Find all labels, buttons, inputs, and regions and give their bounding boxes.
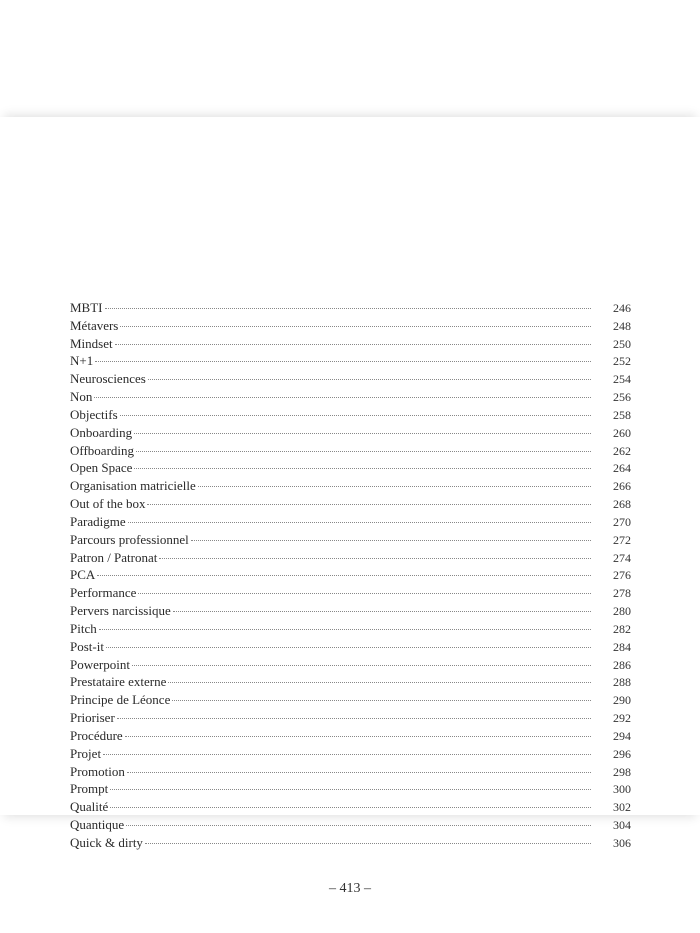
toc-entry xyxy=(70,602,631,620)
toc-entry-page: 250 xyxy=(613,336,631,351)
dot-leader xyxy=(134,433,591,434)
toc-entry-page: 300 xyxy=(613,782,631,797)
toc-entry-page: 254 xyxy=(613,372,631,387)
toc-entry xyxy=(70,406,631,424)
toc-entry-term: Projet xyxy=(70,745,102,761)
toc-entry-page: 248 xyxy=(613,318,631,333)
toc-entry-page: 258 xyxy=(613,407,631,422)
toc-entry xyxy=(70,727,631,745)
toc-entry-page: 260 xyxy=(613,425,631,440)
toc-entry xyxy=(70,763,631,781)
dot-leader xyxy=(173,611,591,612)
toc-entry-page: 278 xyxy=(613,586,631,601)
toc-entry-page: 274 xyxy=(613,550,631,565)
toc-entry xyxy=(70,834,631,852)
toc-entry xyxy=(70,780,631,798)
dot-leader xyxy=(125,736,591,737)
dot-leader xyxy=(168,682,591,683)
toc-entry-term: N+1 xyxy=(70,353,94,369)
book-page xyxy=(0,117,700,896)
toc-entry-page: 292 xyxy=(613,711,631,726)
toc-entry-term: Powerpoint xyxy=(70,656,130,672)
toc-entry xyxy=(70,584,631,602)
toc-entry-page: 264 xyxy=(613,461,631,476)
toc-entry-page: 304 xyxy=(613,818,631,833)
toc-entry-page: 288 xyxy=(613,675,631,690)
toc-entry-term: Promotion xyxy=(70,763,125,779)
dot-leader xyxy=(120,415,591,416)
toc-entry xyxy=(70,442,631,460)
toc-entry xyxy=(70,656,631,674)
dot-leader xyxy=(94,397,591,398)
toc-entry xyxy=(70,745,631,763)
toc-entry-page: 282 xyxy=(613,621,631,636)
toc-entry xyxy=(70,816,631,834)
dot-leader xyxy=(138,593,591,594)
toc-entry xyxy=(70,531,631,549)
toc-entry xyxy=(70,620,631,638)
toc-entry-page: 268 xyxy=(613,497,631,512)
toc-entry-term: Neurosciences xyxy=(70,371,146,387)
toc-entry xyxy=(70,317,631,335)
dot-leader xyxy=(147,504,591,505)
dot-leader xyxy=(105,308,592,309)
toc-entry-page: 298 xyxy=(613,764,631,779)
dot-leader xyxy=(117,718,591,719)
toc-entry-term: Post-it xyxy=(70,638,104,654)
dot-leader xyxy=(136,451,591,452)
toc-entry xyxy=(70,798,631,816)
toc-entry-page: 290 xyxy=(613,693,631,708)
dot-leader xyxy=(120,326,591,327)
toc-entry xyxy=(70,299,631,317)
toc-entry-term: Non xyxy=(70,389,93,405)
toc-entry-term: Prestataire externe xyxy=(70,674,167,690)
toc-entry-page: 256 xyxy=(613,390,631,405)
toc-entry-term: Objectifs xyxy=(70,406,118,422)
dot-leader xyxy=(103,754,591,755)
toc-entry xyxy=(70,673,631,691)
dot-leader xyxy=(148,379,591,380)
toc-entry-page: 284 xyxy=(613,639,631,654)
toc-entry-term: Patron / Patronat xyxy=(70,549,158,565)
toc-entry-term: Qualité xyxy=(70,799,109,815)
dot-leader xyxy=(127,772,591,773)
toc-entry-page: 302 xyxy=(613,800,631,815)
toc-entry-page: 294 xyxy=(613,728,631,743)
toc-entry-term: Procédure xyxy=(70,727,123,743)
toc-entry xyxy=(70,335,631,353)
toc-entry xyxy=(70,566,631,584)
dot-leader xyxy=(110,789,591,790)
dot-leader xyxy=(159,558,591,559)
toc-entry-page: 262 xyxy=(613,443,631,458)
toc-entry xyxy=(70,352,631,370)
toc-entry-page: 280 xyxy=(613,604,631,619)
toc-entry xyxy=(70,549,631,567)
table-of-contents xyxy=(70,299,631,852)
toc-entry-term: Quick & dirty xyxy=(70,834,143,850)
toc-entry-page: 272 xyxy=(613,532,631,547)
toc-entry xyxy=(70,370,631,388)
toc-entry xyxy=(70,691,631,709)
dot-leader xyxy=(126,825,591,826)
dot-leader xyxy=(115,344,591,345)
toc-entry xyxy=(70,477,631,495)
toc-entry-term: Offboarding xyxy=(70,442,135,458)
toc-entry-term: MBTI xyxy=(70,300,103,315)
dot-leader xyxy=(97,575,591,576)
toc-entry-term: Pervers narcissique xyxy=(70,603,171,619)
dot-leader xyxy=(99,629,591,630)
dot-leader xyxy=(95,361,591,362)
dot-leader xyxy=(106,647,591,648)
toc-entry-term: Pitch xyxy=(70,620,97,636)
toc-entry-term: Métavers xyxy=(70,317,119,333)
toc-entry-term: PCA xyxy=(70,567,96,583)
toc-entry-page: 296 xyxy=(613,746,631,761)
dot-leader xyxy=(191,540,591,541)
toc-entry-term: Out of the box xyxy=(70,496,146,512)
toc-entry-page: 252 xyxy=(613,354,631,369)
toc-entry-term: Mindset xyxy=(70,335,113,351)
page-number: – 413 – xyxy=(329,881,371,896)
toc-entry xyxy=(70,709,631,727)
toc-entry-term: Paradigme xyxy=(70,513,126,529)
toc-entry xyxy=(70,459,631,477)
toc-entry xyxy=(70,495,631,513)
toc-entry-page: 306 xyxy=(613,835,631,850)
toc-entry-term: Quantique xyxy=(70,817,125,833)
toc-entry-term: Prioriser xyxy=(70,710,115,726)
toc-entry-term: Open Space xyxy=(70,460,133,476)
toc-entry-term: Onboarding xyxy=(70,424,133,440)
toc-entry xyxy=(70,424,631,442)
dot-leader xyxy=(134,468,591,469)
toc-entry-term: Organisation matricielle xyxy=(70,478,196,494)
toc-entry-page: 246 xyxy=(613,301,631,315)
toc-entry-term: Prompt xyxy=(70,781,109,797)
toc-entry-page: 276 xyxy=(613,568,631,583)
dot-leader xyxy=(198,486,591,487)
toc-entry xyxy=(70,513,631,531)
toc-entry-page: 270 xyxy=(613,514,631,529)
toc-entry-term: Performance xyxy=(70,585,137,601)
toc-entry-page: 286 xyxy=(613,657,631,672)
toc-entry-term: Parcours professionnel xyxy=(70,531,189,547)
toc-entry-term: Principe de Léonce xyxy=(70,692,171,708)
toc-entry xyxy=(70,388,631,406)
toc-entry xyxy=(70,638,631,656)
dot-leader xyxy=(110,807,591,808)
toc-entry-page: 266 xyxy=(613,479,631,494)
dot-leader xyxy=(132,665,591,666)
dot-leader xyxy=(172,700,591,701)
dot-leader xyxy=(145,843,591,844)
dot-leader xyxy=(128,522,591,523)
